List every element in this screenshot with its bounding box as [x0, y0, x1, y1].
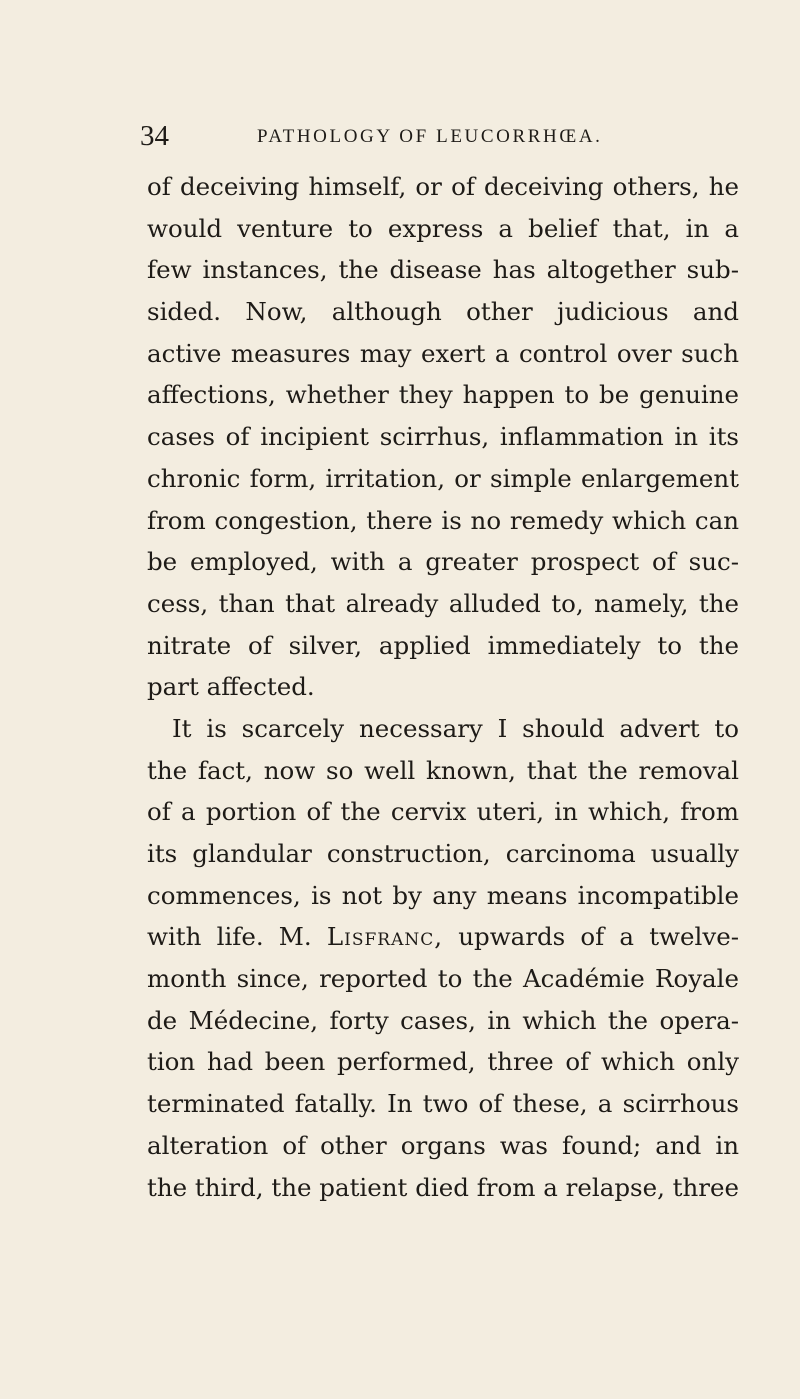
paragraph-start-line: It is scarcely necessary I should advert to: [172, 713, 739, 743]
text-line: be employed, with a greater prospect of suc-: [147, 547, 739, 577]
text-line: would venture to express a belief that, in a: [147, 213, 739, 243]
text-line: terminated fatally. In two of these, a scirrhous: [147, 1089, 739, 1119]
text-line: few instances, the disease has altogether sub-: [147, 255, 739, 285]
text-line: commences, is not by any means incompatible: [147, 880, 739, 910]
text-line: alteration of other organs was found; and in: [147, 1130, 739, 1160]
text-line: from congestion, there is no remedy which can: [147, 505, 739, 535]
text-line: the third, the patient died from a relapse, three: [147, 1172, 739, 1202]
text-line: cases of incipient scirrhus, inflammation in its: [147, 422, 739, 452]
text-line: affections, whether they happen to be genuine: [147, 380, 739, 410]
text-line: cess, than that already alluded to, namely, the: [147, 588, 739, 618]
text-line: of a portion of the cervix uteri, in which, from: [147, 797, 739, 827]
page-header: [140, 118, 760, 158]
text-line: active measures may exert a control over such: [147, 338, 739, 368]
text-line: its glandular construction, carcinoma usually: [147, 839, 739, 868]
text-line: tion had been performed, three of which only: [147, 1047, 739, 1077]
text-line: the fact, now so well known, that the removal: [147, 755, 739, 785]
text-line: nitrate of silver, applied immediately to the: [147, 630, 739, 660]
person-name: Lisfranc,: [326, 922, 444, 952]
text-line-with-name: [147, 916, 739, 958]
text-line: of deceiving himself, or of deceiving others, he: [147, 172, 739, 201]
line-start-text: with life. M.: [147, 922, 312, 952]
running-head: PATHOLOGY OF LEUCORRHŒA.: [257, 126, 603, 147]
text-line: de Médecine, forty cases, in which the opera-: [147, 1005, 739, 1035]
line-end-text: upwards of a twelve-: [458, 922, 739, 952]
text-line: sided. Now, although other judicious and: [147, 297, 739, 327]
body-text: [147, 166, 739, 1208]
text-line: month since, reported to the Académie Royale: [147, 964, 739, 994]
paragraph-end-line: part affected.: [147, 672, 315, 702]
text-line: chronic form, irritation, or simple enlargement: [147, 463, 739, 493]
page-number: 34: [140, 120, 169, 152]
